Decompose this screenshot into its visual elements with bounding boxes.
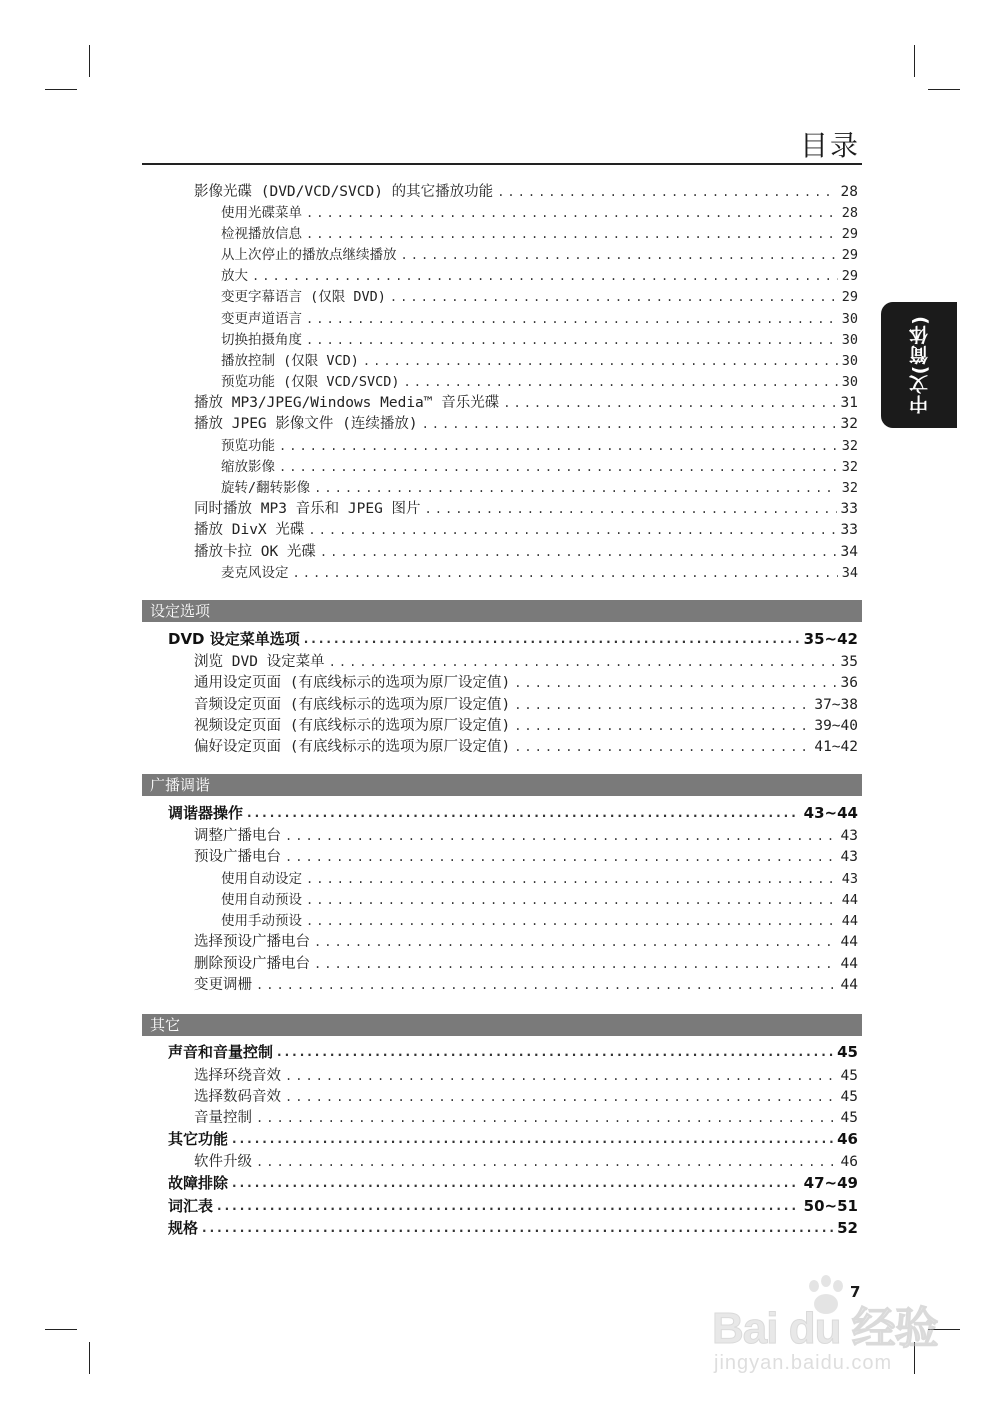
- toc-entry-label: 通用设定页面 (有底线标示的选项为原厂设定值): [194, 675, 511, 691]
- toc-entry-label: 检视播放信息: [221, 226, 302, 242]
- language-tab-label: 中文(简体): [908, 315, 931, 415]
- toc-entry-page: 44: [840, 956, 858, 972]
- toc-leader-dots: [404, 372, 838, 392]
- toc-entry-page: 45: [840, 1110, 858, 1126]
- watermark-brand: Bai du 经验: [712, 1304, 938, 1353]
- toc-leader-dots: [363, 351, 838, 371]
- toc-entry: [221, 309, 858, 329]
- toc-leader-dots: [320, 542, 837, 562]
- toc-entry: [221, 245, 858, 265]
- toc-entry-label: 视频设定页面 (有底线标示的选项为原厂设定值): [194, 718, 511, 734]
- toc-entry-page: 37~38: [814, 697, 858, 713]
- baidu-watermark: [708, 1268, 968, 1388]
- toc-entry-label: 选择预设广播电台: [194, 934, 310, 950]
- toc-entry-label: 预览功能: [221, 438, 275, 454]
- toc-entry: [194, 737, 858, 757]
- toc-entry-page: 28: [841, 205, 858, 221]
- toc-leader-dots: [285, 1087, 837, 1107]
- toc-entry-page: 52: [837, 1219, 858, 1237]
- toc-entry-page: 34: [841, 565, 858, 581]
- toc-leader-dots: [277, 1042, 833, 1062]
- toc-entry-label: 使用手动预设: [221, 913, 302, 929]
- toc-entry-label: 故障排除: [168, 1174, 229, 1192]
- toc-entry-page: 45: [840, 1089, 858, 1105]
- toc-entry-page: 41~42: [814, 739, 858, 755]
- toc-leader-dots: [314, 932, 837, 952]
- toc-entry: [194, 932, 858, 952]
- toc-entry-label: 切换拍摄角度: [221, 332, 302, 348]
- toc-entry-label: 使用自动预设: [221, 892, 302, 908]
- toc-entry: [221, 351, 858, 371]
- toc-entry: [221, 478, 858, 498]
- toc-leader-dots: [256, 1152, 837, 1172]
- toc-leader-dots: [306, 224, 838, 244]
- toc-leader-dots: [202, 1218, 833, 1238]
- toc-entry-label: 播放 JPEG 影像文件 (连续播放): [194, 416, 418, 432]
- toc-leader-dots: [306, 203, 838, 223]
- toc-entry-label: 旋转/翻转影像: [221, 480, 311, 496]
- section-header: 设定选项: [142, 600, 862, 622]
- toc-entry-page: 39~40: [814, 718, 858, 734]
- toc-entry-label: 麦克风设定: [221, 565, 289, 581]
- toc-leader-dots: [425, 499, 837, 519]
- toc-entry-page: 32: [841, 438, 858, 454]
- toc-entry: [221, 911, 858, 931]
- page-title: 目录: [799, 129, 860, 162]
- toc-entry-page: 43: [840, 828, 858, 844]
- toc-entry-page: 43: [840, 849, 858, 865]
- toc-entry: [194, 695, 858, 715]
- toc-entry-label: 音量控制: [194, 1110, 252, 1126]
- toc-leader-dots: [247, 803, 800, 823]
- toc-entry: [194, 975, 858, 995]
- toc-entry: [221, 203, 858, 223]
- toc-entry: [194, 652, 858, 672]
- toc-entry-page: 32: [840, 416, 858, 432]
- toc-entry-page: 32: [841, 480, 858, 496]
- toc-entry: [194, 1087, 858, 1107]
- toc-entry-page: 35~42: [803, 630, 858, 648]
- toc-entry: [168, 1173, 858, 1193]
- toc-entry: [221, 330, 858, 350]
- toc-entry-label: 影像光碟 (DVD/VCD/SVCD) 的其它播放功能: [194, 184, 494, 200]
- toc-entry: [194, 393, 858, 413]
- toc-entry-label: 播放 DivX 光碟: [194, 522, 305, 538]
- toc-entry: [194, 414, 858, 434]
- toc-leader-dots: [279, 457, 838, 477]
- toc-entry-page: 33: [840, 522, 858, 538]
- toc-entry: [221, 224, 858, 244]
- toc-entry: [168, 629, 858, 649]
- toc-entry: [168, 803, 858, 823]
- toc-entry-page: 35: [840, 654, 858, 670]
- toc-entry-page: 44: [841, 913, 858, 929]
- toc-entry: [221, 266, 858, 286]
- toc-entry-page: 32: [841, 459, 858, 475]
- toc-entry-label: 其它功能: [168, 1130, 229, 1148]
- toc-entry-page: 33: [840, 501, 858, 517]
- toc-leader-dots: [306, 911, 838, 931]
- watermark-url: jingyan.baidu.com: [714, 1352, 893, 1374]
- toc-entry: [221, 372, 858, 392]
- toc-entry-page: 29: [841, 268, 858, 284]
- toc-entry-label: 调整广播电台: [194, 828, 281, 844]
- toc-entry-label: 删除预设广播电台: [194, 956, 310, 972]
- toc-entry-label: 放大: [221, 268, 248, 284]
- toc-leader-dots: [314, 478, 838, 498]
- toc-entry: [194, 182, 858, 202]
- toc-entry: [194, 954, 858, 974]
- toc-leader-dots: [514, 737, 810, 757]
- toc-entry-label: 词汇表: [168, 1197, 214, 1215]
- toc-entry: [221, 890, 858, 910]
- toc-entry: [194, 1152, 858, 1172]
- toc-entry-label: 播放控制 (仅限 VCD): [221, 353, 359, 369]
- toc-entry: [194, 1108, 858, 1128]
- toc-leader-dots: [329, 652, 837, 672]
- toc-entry: [221, 457, 858, 477]
- toc-entry-label: 使用光碟菜单: [221, 205, 302, 221]
- toc-leader-dots: [285, 1066, 837, 1086]
- toc-entry: [168, 1196, 858, 1216]
- toc-entry-page: 44: [840, 934, 858, 950]
- toc-entry-page: 30: [841, 353, 858, 369]
- toc-entry: [194, 847, 858, 867]
- toc-entry-page: 29: [841, 226, 858, 242]
- toc-leader-dots: [304, 629, 800, 649]
- page-number: 7: [850, 1283, 861, 1301]
- toc-leader-dots: [252, 266, 838, 286]
- toc-entry-page: 30: [841, 332, 858, 348]
- toc-entry-page: 46: [837, 1130, 858, 1148]
- toc-entry-page: 29: [841, 247, 858, 263]
- section-header: 其它: [142, 1014, 862, 1036]
- toc-entry: [194, 499, 858, 519]
- toc-entry-page: 36: [840, 675, 858, 691]
- toc-leader-dots: [503, 393, 836, 413]
- toc-entry: [221, 436, 858, 456]
- toc-leader-dots: [306, 890, 838, 910]
- toc-leader-dots: [232, 1173, 800, 1193]
- toc-entry: [194, 716, 858, 736]
- toc-entry: [194, 826, 858, 846]
- toc-entry: [194, 673, 858, 693]
- toc-leader-dots: [306, 330, 838, 350]
- toc-entry-page: 43: [841, 871, 858, 887]
- toc-entry-label: 变更声道语言: [221, 311, 302, 327]
- toc-entry-page: 28: [840, 184, 858, 200]
- toc-leader-dots: [232, 1129, 833, 1149]
- toc-entry-page: 34: [840, 544, 858, 560]
- toc-entry-label: 偏好设定页面 (有底线标示的选项为原厂设定值): [194, 739, 511, 755]
- toc-entry: [194, 542, 858, 562]
- toc-leader-dots: [285, 826, 837, 846]
- toc-entry-page: 43~44: [803, 804, 858, 822]
- toc-entry-label: 同时播放 MP3 音乐和 JPEG 图片: [194, 501, 421, 517]
- toc-entry-page: 29: [841, 289, 858, 305]
- toc-leader-dots: [306, 869, 838, 889]
- toc-entry-label: 预览功能 (仅限 VCD/SVCD): [221, 374, 400, 390]
- toc-entry-label: 变更字幕语言 (仅限 DVD): [221, 289, 386, 305]
- toc-entry-page: 47~49: [803, 1174, 858, 1192]
- toc-leader-dots: [497, 182, 836, 202]
- toc-leader-dots: [306, 309, 838, 329]
- toc-entry-label: 调谐器操作: [168, 804, 244, 822]
- toc-entry: [168, 1042, 858, 1062]
- toc-leader-dots: [514, 695, 810, 715]
- toc-entry: [221, 287, 858, 307]
- toc-leader-dots: [308, 520, 836, 540]
- toc-entry-page: 44: [841, 892, 858, 908]
- toc-entry: [168, 1129, 858, 1149]
- toc-entry-page: 30: [841, 374, 858, 390]
- toc-entry-label: 选择环绕音效: [194, 1068, 281, 1084]
- toc-entry-label: 选择数码音效: [194, 1089, 281, 1105]
- toc-entry-label: 缩放影像: [221, 459, 275, 475]
- toc-leader-dots: [279, 436, 838, 456]
- toc-entry: [168, 1218, 858, 1238]
- toc-entry: [194, 520, 858, 540]
- toc-leader-dots: [293, 563, 838, 583]
- toc-entry-label: 播放卡拉 OK 光碟: [194, 544, 316, 560]
- toc-entry-page: 50~51: [803, 1197, 858, 1215]
- toc-leader-dots: [422, 414, 837, 434]
- toc-entry-page: 46: [840, 1154, 858, 1170]
- toc-entry: [221, 563, 858, 583]
- toc-leader-dots: [514, 716, 810, 736]
- toc-entry-label: 变更调栅: [194, 977, 252, 993]
- toc-entry-label: 使用自动设定: [221, 871, 302, 887]
- toc-entry-label: 预设广播电台: [194, 849, 281, 865]
- toc-entry-page: 31: [840, 395, 858, 411]
- toc-entry-label: 从上次停止的播放点继续播放: [221, 247, 397, 263]
- toc-entry: [194, 1066, 858, 1086]
- toc-entry-page: 44: [840, 977, 858, 993]
- toc-entry-page: 30: [841, 311, 858, 327]
- toc-entry-label: 声音和音量控制: [168, 1043, 274, 1061]
- toc-leader-dots: [217, 1196, 800, 1216]
- toc-entry-label: 浏览 DVD 设定菜单: [194, 654, 325, 670]
- toc-leader-dots: [514, 673, 836, 693]
- toc-leader-dots: [390, 287, 838, 307]
- toc-leader-dots: [285, 847, 837, 867]
- toc-leader-dots: [256, 975, 837, 995]
- toc-leader-dots: [256, 1108, 837, 1128]
- toc-entry: [221, 869, 858, 889]
- toc-leader-dots: [314, 954, 837, 974]
- toc-entry-label: 音频设定页面 (有底线标示的选项为原厂设定值): [194, 697, 511, 713]
- toc-entry-page: 45: [837, 1043, 858, 1061]
- section-header: 广播调谐: [142, 774, 862, 796]
- toc-entry-label: 播放 MP3/JPEG/Windows Media™ 音乐光碟: [194, 395, 500, 411]
- toc-entry-label: DVD 设定菜单选项: [168, 630, 300, 648]
- toc-leader-dots: [401, 245, 838, 265]
- toc-entry-label: 软件升级: [194, 1154, 252, 1170]
- toc-entry-label: 规格: [168, 1219, 199, 1237]
- toc-entry-page: 45: [840, 1068, 858, 1084]
